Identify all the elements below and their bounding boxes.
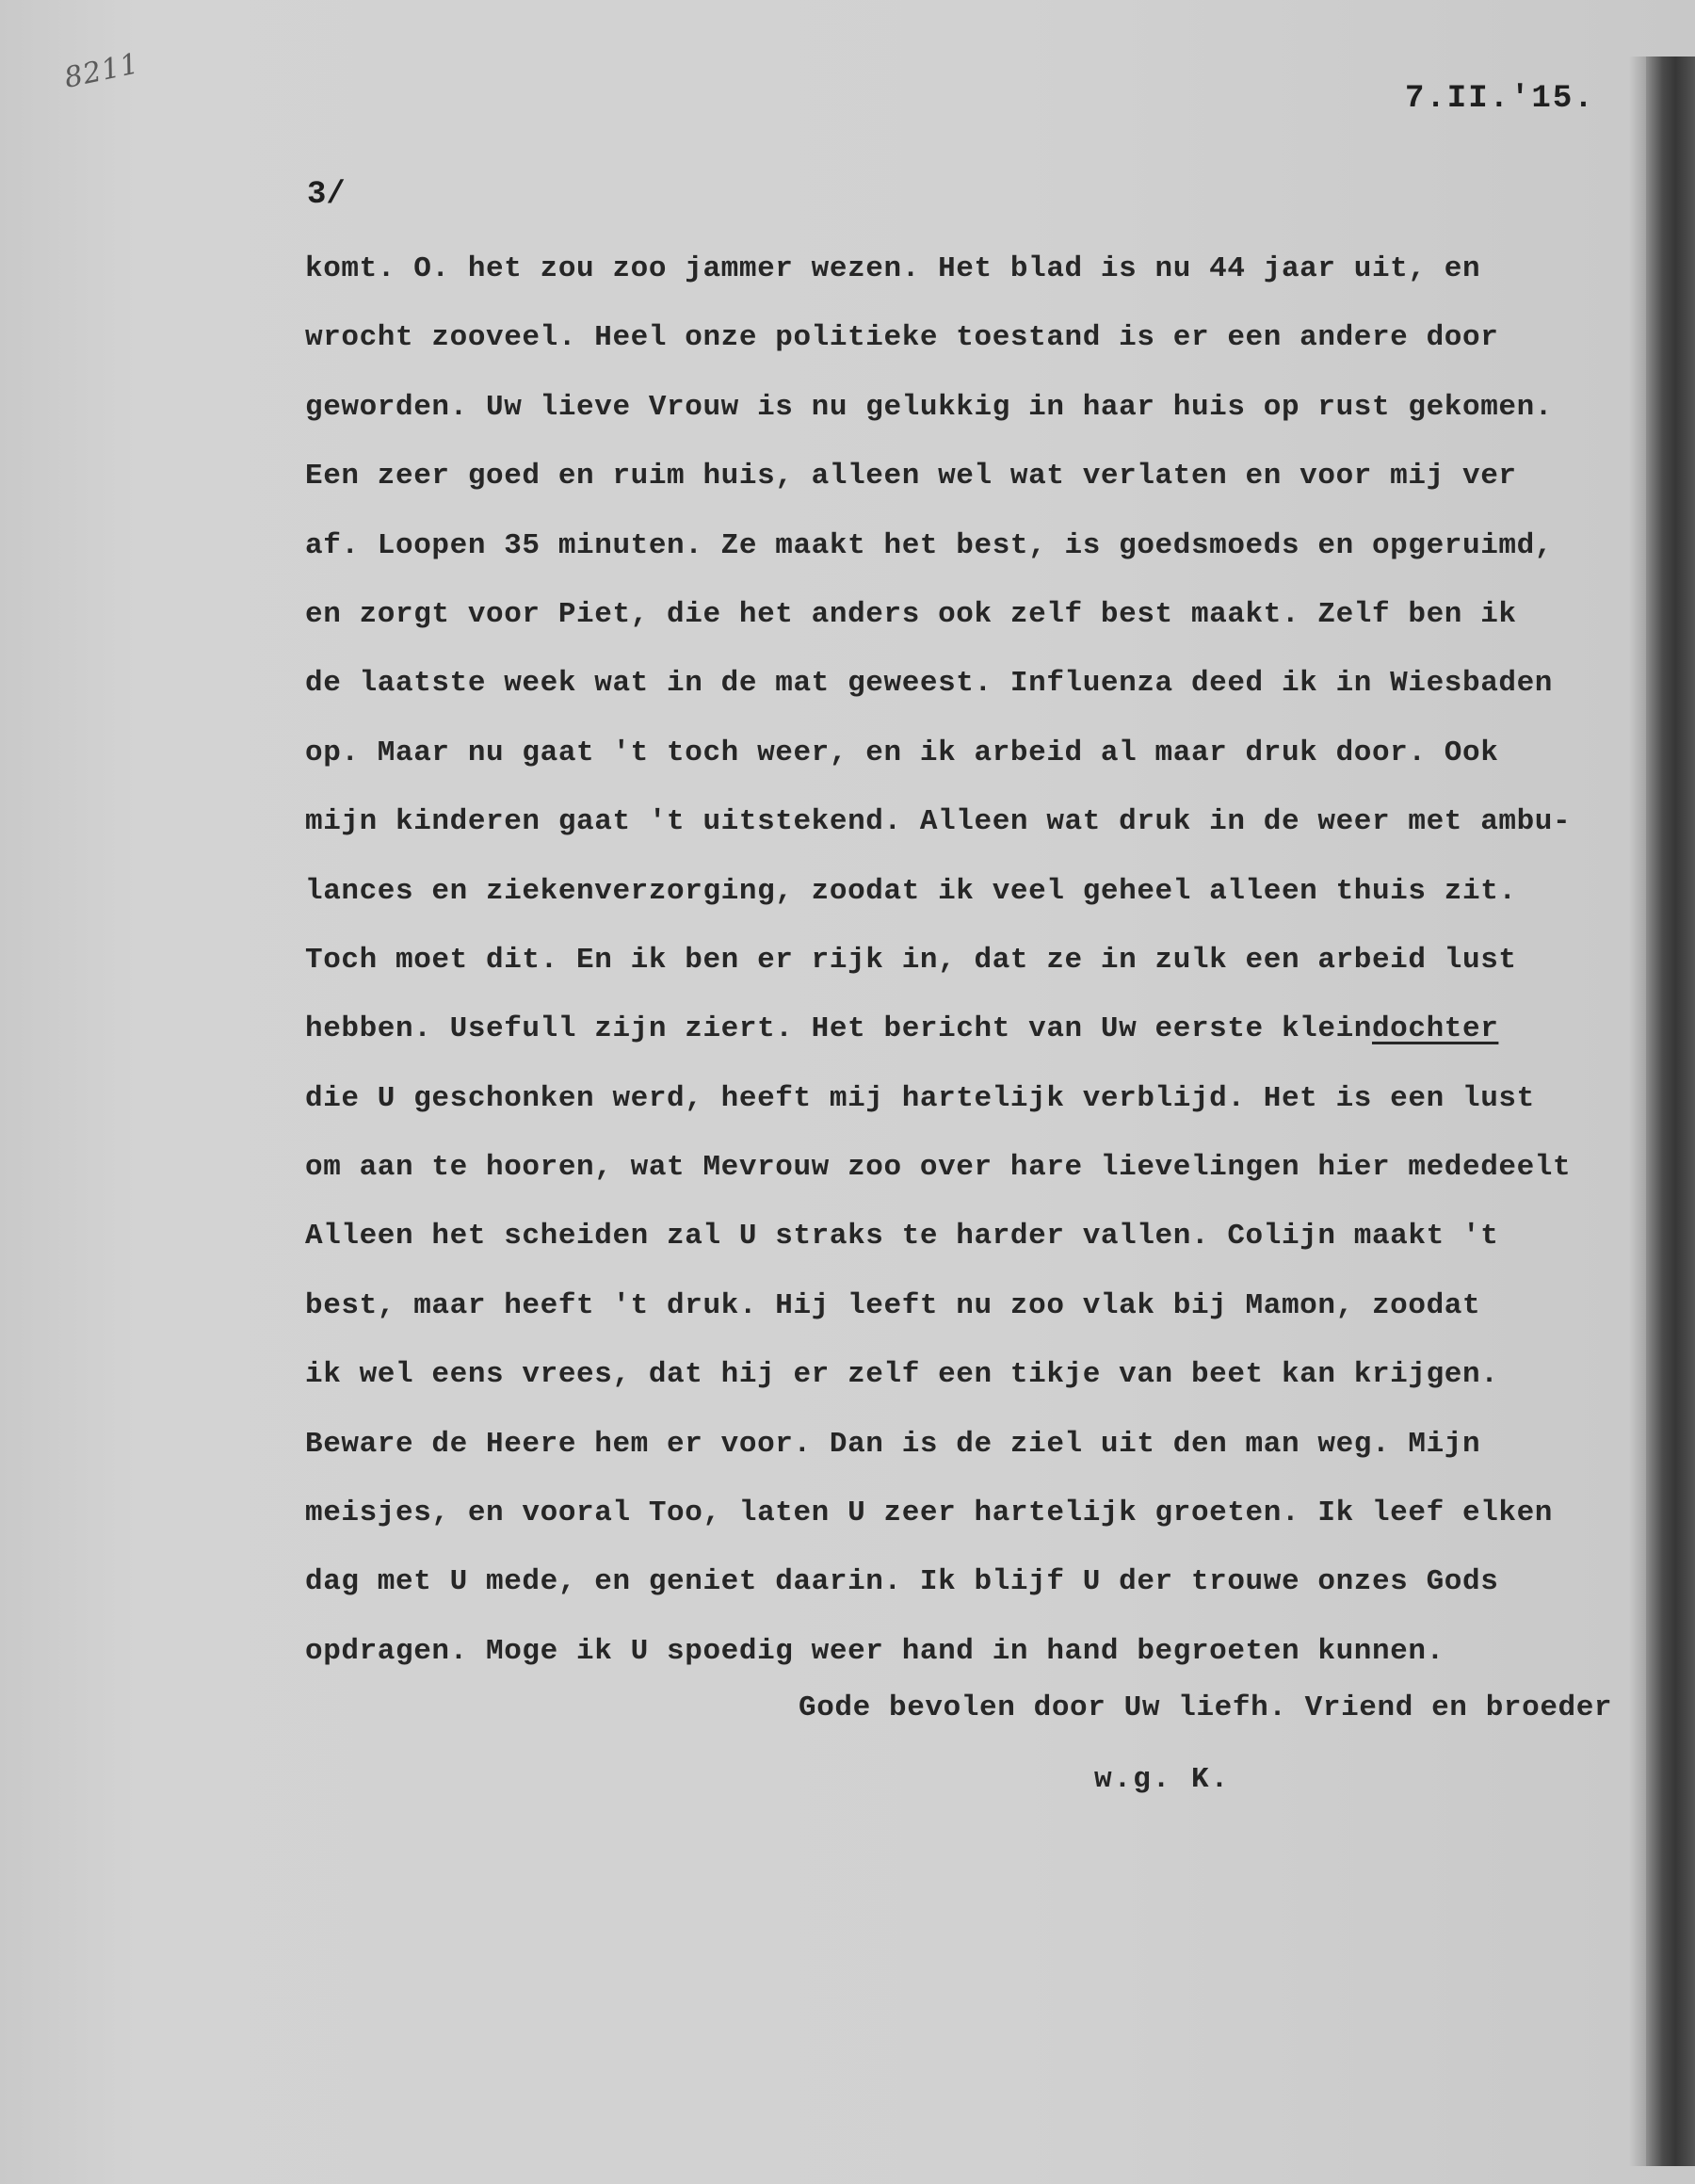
letter-line: mijn kinderen gaat 't uitstekend. Alleen wat druk in de weer met ambu- bbox=[305, 805, 1572, 839]
letter-line: best, maar heeft 't druk. Hij leeft nu zoo vlak bij Mamon, zoodat bbox=[305, 1288, 1481, 1322]
letter-line: Toch moet dit. En ik ben er rijk in, dat ze in zulk een arbeid lust bbox=[305, 943, 1517, 977]
letter-date: 7.II.'15. bbox=[1405, 81, 1595, 117]
letter-line-text: hebben. Usefull zijn ziert. Het bericht van Uw eerste klein bbox=[305, 1012, 1372, 1046]
letter-line: geworden. Uw lieve Vrouw is nu gelukkig in haar huis op rust gekomen. bbox=[305, 390, 1554, 424]
letter-line: lances en ziekenverzorging, zoodat ik veel geheel alleen thuis zit. bbox=[305, 874, 1517, 908]
underlined-word: dochter bbox=[1371, 1012, 1499, 1046]
letter-line: Alleen het scheiden zal U straks te harder vallen. Colijn maakt 't bbox=[305, 1220, 1499, 1254]
letter-line: komt. O. het zou zoo jammer wezen. Het blad is nu 44 jaar uit, en bbox=[305, 252, 1481, 285]
letter-line: ik wel eens vrees, dat hij er zelf een tikje van beet kan krijgen. bbox=[305, 1358, 1499, 1392]
archive-mark: 8211 bbox=[61, 47, 143, 95]
signature: w.g. K. bbox=[1094, 1763, 1231, 1796]
letter-line: de laatste week wat in de mat geweest. Influenza deed ik in Wiesbaden bbox=[305, 667, 1554, 701]
letter-line: af. Loopen 35 minuten. Ze maakt het best, is goedsmoeds en opgeruimd, bbox=[305, 528, 1554, 562]
letter-body bbox=[305, 247, 1671, 1698]
letter-line: meisjes, en vooral Too, laten U zeer hartelijk groeten. Ik leef elken bbox=[305, 1496, 1554, 1530]
letter-line: Beware de Heere hem er voor. Dan is de ziel uit den man weg. Mijn bbox=[305, 1427, 1481, 1461]
page-number: 3/ bbox=[307, 177, 346, 213]
letter-line-with-underline bbox=[305, 1007, 1671, 1076]
letter-line: wrocht zooveel. Heel onze politieke toestand is er een andere door bbox=[305, 321, 1499, 355]
letter-line: op. Maar nu gaat 't toch weer, en ik arbeid al maar druk door. Ook bbox=[305, 736, 1499, 769]
letter-line: om aan te hooren, wat Mevrouw zoo over hare lievelingen hier mededeelt bbox=[305, 1151, 1572, 1185]
letter-closing: Gode bevolen door Uw liefh. Vriend en broeder bbox=[799, 1691, 1613, 1724]
letter-line: opdragen. Moge ik U spoedig weer hand in hand begroeten kunnen. bbox=[305, 1634, 1445, 1668]
letter-line: dag met U mede, en geniet daarin. Ik blijf U der trouwe onzes Gods bbox=[305, 1565, 1499, 1599]
letter-line: die U geschonken werd, heeft mij hartelijk verblijd. Het is een lust bbox=[305, 1081, 1535, 1115]
letter-line: Een zeer goed en ruim huis, alleen wel wat verlaten en voor mij ver bbox=[305, 460, 1517, 493]
letter-line: en zorgt voor Piet, die het anders ook zelf best maakt. Zelf ben ik bbox=[305, 597, 1517, 631]
